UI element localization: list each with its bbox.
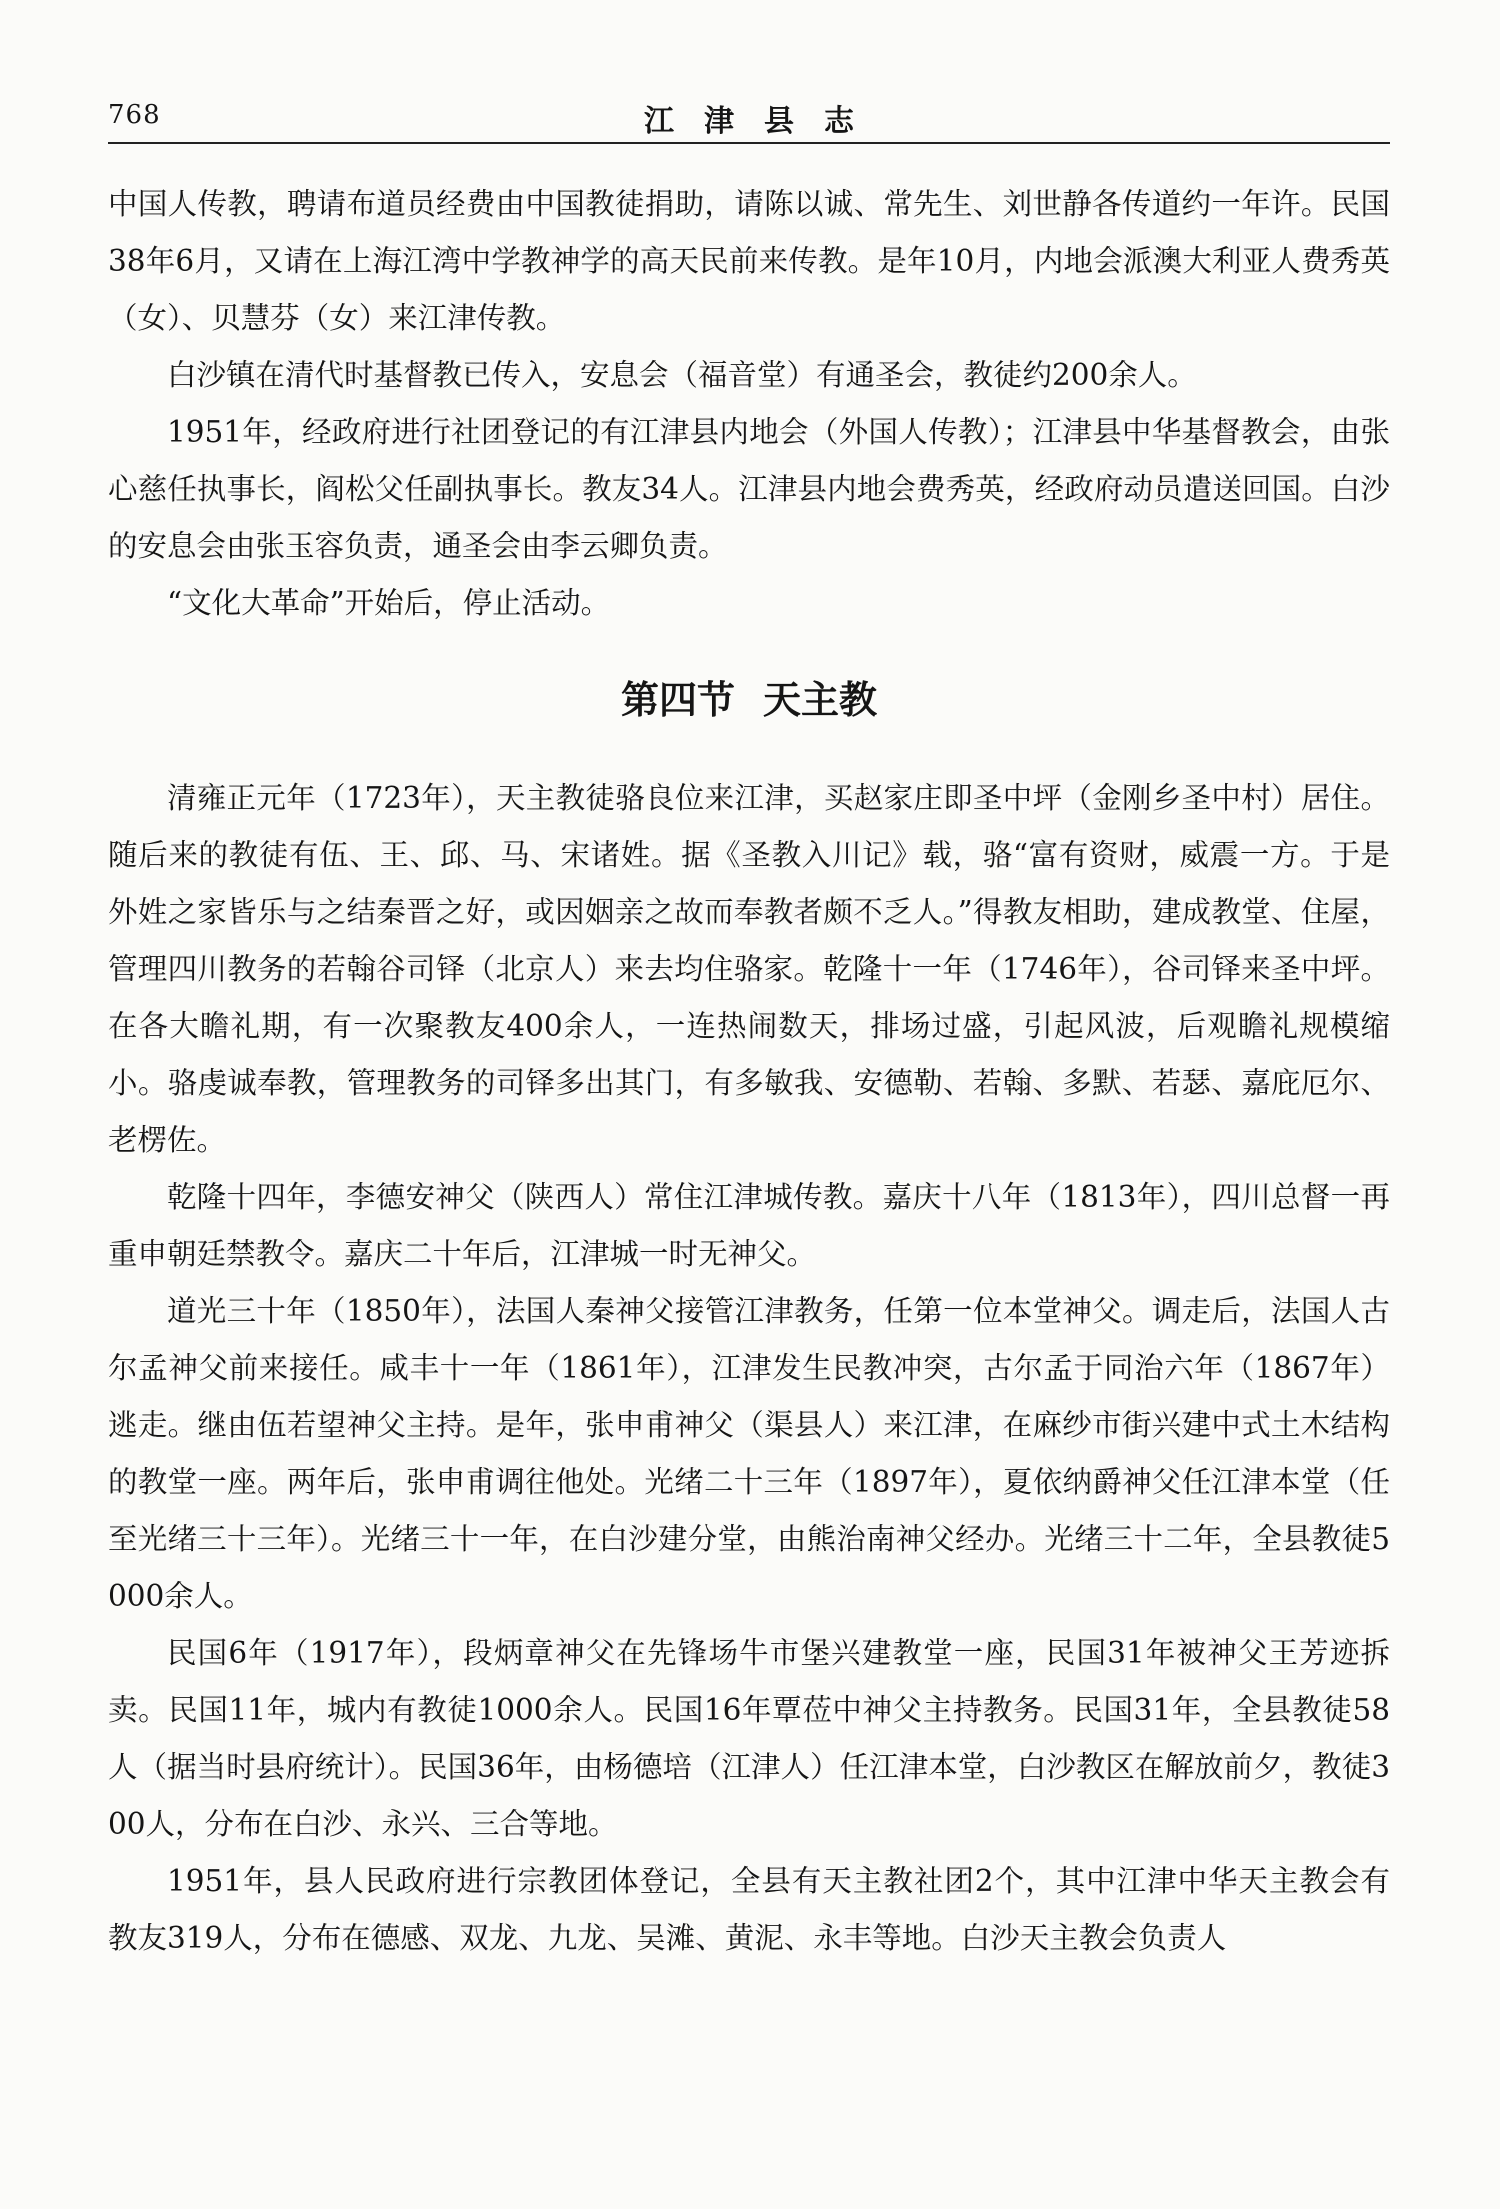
paragraph: 民国6年（1917年），段炳章神父在先锋场牛市堡兴建教堂一座，民国31年被神父王芳迹拆卖。民国11年，城内有教徒1000余人。民国16年覃莅中神父主持教务。民国31年，全县教徒58人（据当时县府统计）。民国36年，由杨德培（江津人）任江津本堂，白沙教区在解放前夕，教徒300人，分布在白沙、永兴、三合等地。 bbox=[108, 1636, 1390, 1841]
paragraph: 清雍正元年（1723年），天主教徒骆良位来江津，买赵家庄即圣中坪（金刚乡圣中村）居住。随后来的教徒有伍、王、邱、马、宋诸姓。据《圣教入川记》载，骆“富有资财，威震一方。于是外姓之家皆乐与之结秦晋之好，或因姻亲之故而奉教者颇不乏人。”得教友相助，建成教堂、住屋，管理四川教务的若翰谷司铎（北京人）来去均住骆家。乾隆十一年（1746年），谷司铎来圣中坪。在各大瞻礼期，有一次聚教友400余人，一连热闹数天，排场过盛，引起风波，后观瞻礼规模缩小。骆虔诚奉教，管理教务的司铎多出其门，有多敏我、安德勒、若翰、多默、若瑟、嘉庇厄尔、老楞佐。 bbox=[108, 781, 1390, 1157]
paragraph: “文化大革命”开始后，停止活动。 bbox=[167, 586, 611, 620]
body-text bbox=[108, 176, 1390, 1967]
section-number: 第四节 bbox=[620, 677, 735, 722]
paragraph: 乾隆十四年，李德安神父（陕西人）常住江津城传教。嘉庆十八年（1813年），四川总督一再重申朝廷禁教令。嘉庆二十年后，江津城一时无神父。 bbox=[108, 1180, 1390, 1271]
page-header bbox=[108, 96, 1390, 144]
paragraph: 中国人传教，聘请布道员经费由中国教徒捐助，请陈以诚、常先生、刘世静各传道约一年许。民国38年6月，又请在上海江湾中学教神学的高天民前来传教。是年10月，内地会派澳大利亚人费秀英（女）、贝慧芬（女）来江津传教。 bbox=[108, 187, 1390, 335]
section-heading bbox=[108, 670, 1390, 730]
section-title: 天主教 bbox=[763, 677, 878, 722]
paragraph: 道光三十年（1850年），法国人秦神父接管江津教务，任第一位本堂神父。调走后，法国人古尔孟神父前来接任。咸丰十一年（1861年），江津发生民教冲突，古尔孟于同治六年（1867年）逃走。继由伍若望神父主持。是年，张申甫神父（渠县人）来江津，在麻纱市街兴建中式土木结构的教堂一座。两年后，张申甫调往他处。光绪二十三年（1897年），夏依纳爵神父任江津本堂（任至光绪三十三年）。光绪三十一年，在白沙建分堂，由熊治南神父经办。光绪三十二年，全县教徒5000余人。 bbox=[108, 1294, 1390, 1613]
page-number: 768 bbox=[108, 100, 161, 130]
paragraph: 1951年，县人民政府进行宗教团体登记，全县有天主教社团2个，其中江津中华天主教会有 教友319人，分布在德感、双龙、九龙、吴滩、黄泥、永丰等地。白沙天主教会负责人 bbox=[108, 1864, 1390, 1955]
paragraph: 1951年，经政府进行社团登记的有江津县内地会（外国人传教）；江津县中华基督教会，由张心慈任执事长，阎松父任副执事长。教友34人。江津县内地会费秀英，经政府动员遣送回国。白沙的安息会由张玉容负责，通圣会由李云卿负责。 bbox=[108, 415, 1390, 563]
running-title: 江津县志 bbox=[644, 104, 884, 139]
paragraph: 白沙镇在清代时基督教已传入，安息会（福音堂）有通圣会，教徒约200余人。 bbox=[167, 358, 1197, 392]
